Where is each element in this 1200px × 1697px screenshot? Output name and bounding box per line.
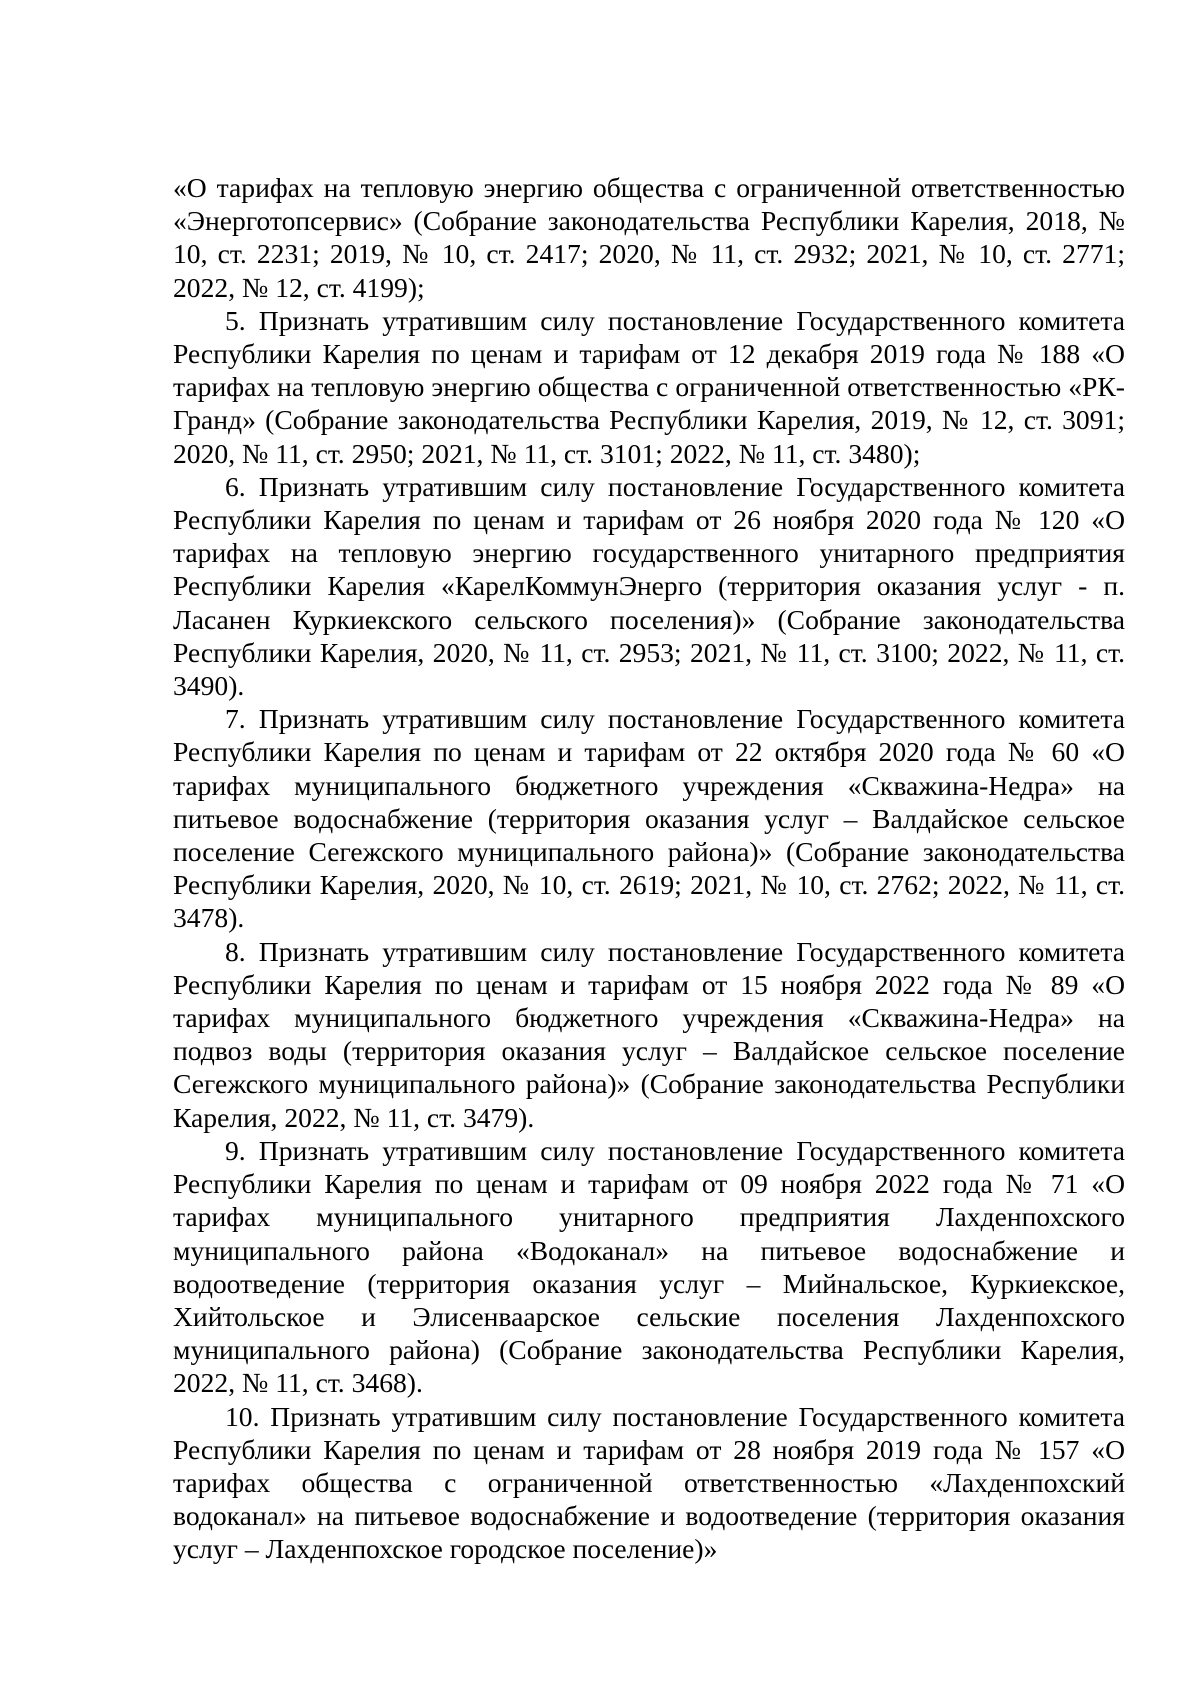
paragraph-item-5: 5. Признать утратившим силу постановление Государственного комитета Республики Карелия по ценам и тарифам от 12 декабря 2019 года № 188 «О тарифах на тепловую энергию общества с ограниченной ответственностью «РК-Гранд» (Собрание законодательства Республики Карелия, 2019, № 12, ст. 3091; 2020, № 11, ст. 2950; 2021, № 11, ст. 3101; 2022, № 11, ст. 3480); [173,304,1125,469]
document-page [173,171,1125,1566]
paragraph-item-7: 7. Признать утратившим силу постановление Государственного комитета Республики Карелия по ценам и тарифам от 22 октября 2020 года № 60 «О тарифах муниципального бюджетного учреждения «Скважина-Недра» на питьевое водоснабжение (территория оказания услуг – Валдайское сельское поселение Сегежского муниципального района)» (Собрание законодательства Республики Карелия, 2020, № 10, ст. 2619; 2021, № 10, ст. 2762; 2022, № 11, ст. 3478). [173,703,1125,934]
paragraph-item-10: 10. Признать утратившим силу постановление Государственного комитета Республики Карелия по ценам и тарифам от 28 ноября 2019 года № 157 «О тарифах общества с ограниченной ответственностью «Лахденпохский водоканал» на питьевое водоснабжение и водоотведение (территория оказания услуг – Лахденпохское городское поселение)» [173,1400,1125,1565]
paragraph-item-6: 6. Признать утратившим силу постановление Государственного комитета Республики Карелия по ценам и тарифам от 26 ноября 2020 года № 120 «О тарифах на тепловую энергию государственного унитарного предприятия Республики Карелия «КарелКоммунЭнерго (территория оказания услуг - п. Ласанен Куркиекского сельского поселения)» (Собрание законодательства Республики Карелия, 2020, № 11, ст. 2953; 2021, № 11, ст. 3100; 2022, № 11, ст. 3490). [173,470,1125,702]
paragraph-item-9: 9. Признать утратившим силу постановление Государственного комитета Республики Карелия по ценам и тарифам от 09 ноября 2022 года № 71 «О тарифах муниципального унитарного предприятия Лахденпохского муниципального района «Водоканал» на питьевое водоснабжение и водоотведение (территория оказания услуг – Мийнальское, Куркиекское, Хийтольское и Элисенваарское сельские поселения Лахденпохского муниципального района) (Собрание законодательства Республики Карелия, 2022, № 11, ст. 3468). [173,1134,1125,1399]
paragraph-item-8: 8. Признать утратившим силу постановление Государственного комитета Республики Карелия по ценам и тарифам от 15 ноября 2022 года № 89 «О тарифах муниципального бюджетного учреждения «Скважина-Недра» на подвоз воды (территория оказания услуг – Валдайское сельское поселение Сегежского муниципального района)» (Собрание законодательства Республики Карелия, 2022, № 11, ст. 3479). [173,935,1125,1133]
paragraph-continuation: «О тарифах на тепловую энергию общества с ограниченной ответственностью «Энерготопсервис» (Собрание законодательства Республики Карелия, 2018, № 10, ст. 2231; 2019, № 10, ст. 2417; 2020, № 11, ст. 2932; 2021, № 10, ст. 2771; 2022, № 12, ст. 4199); [173,172,1125,303]
